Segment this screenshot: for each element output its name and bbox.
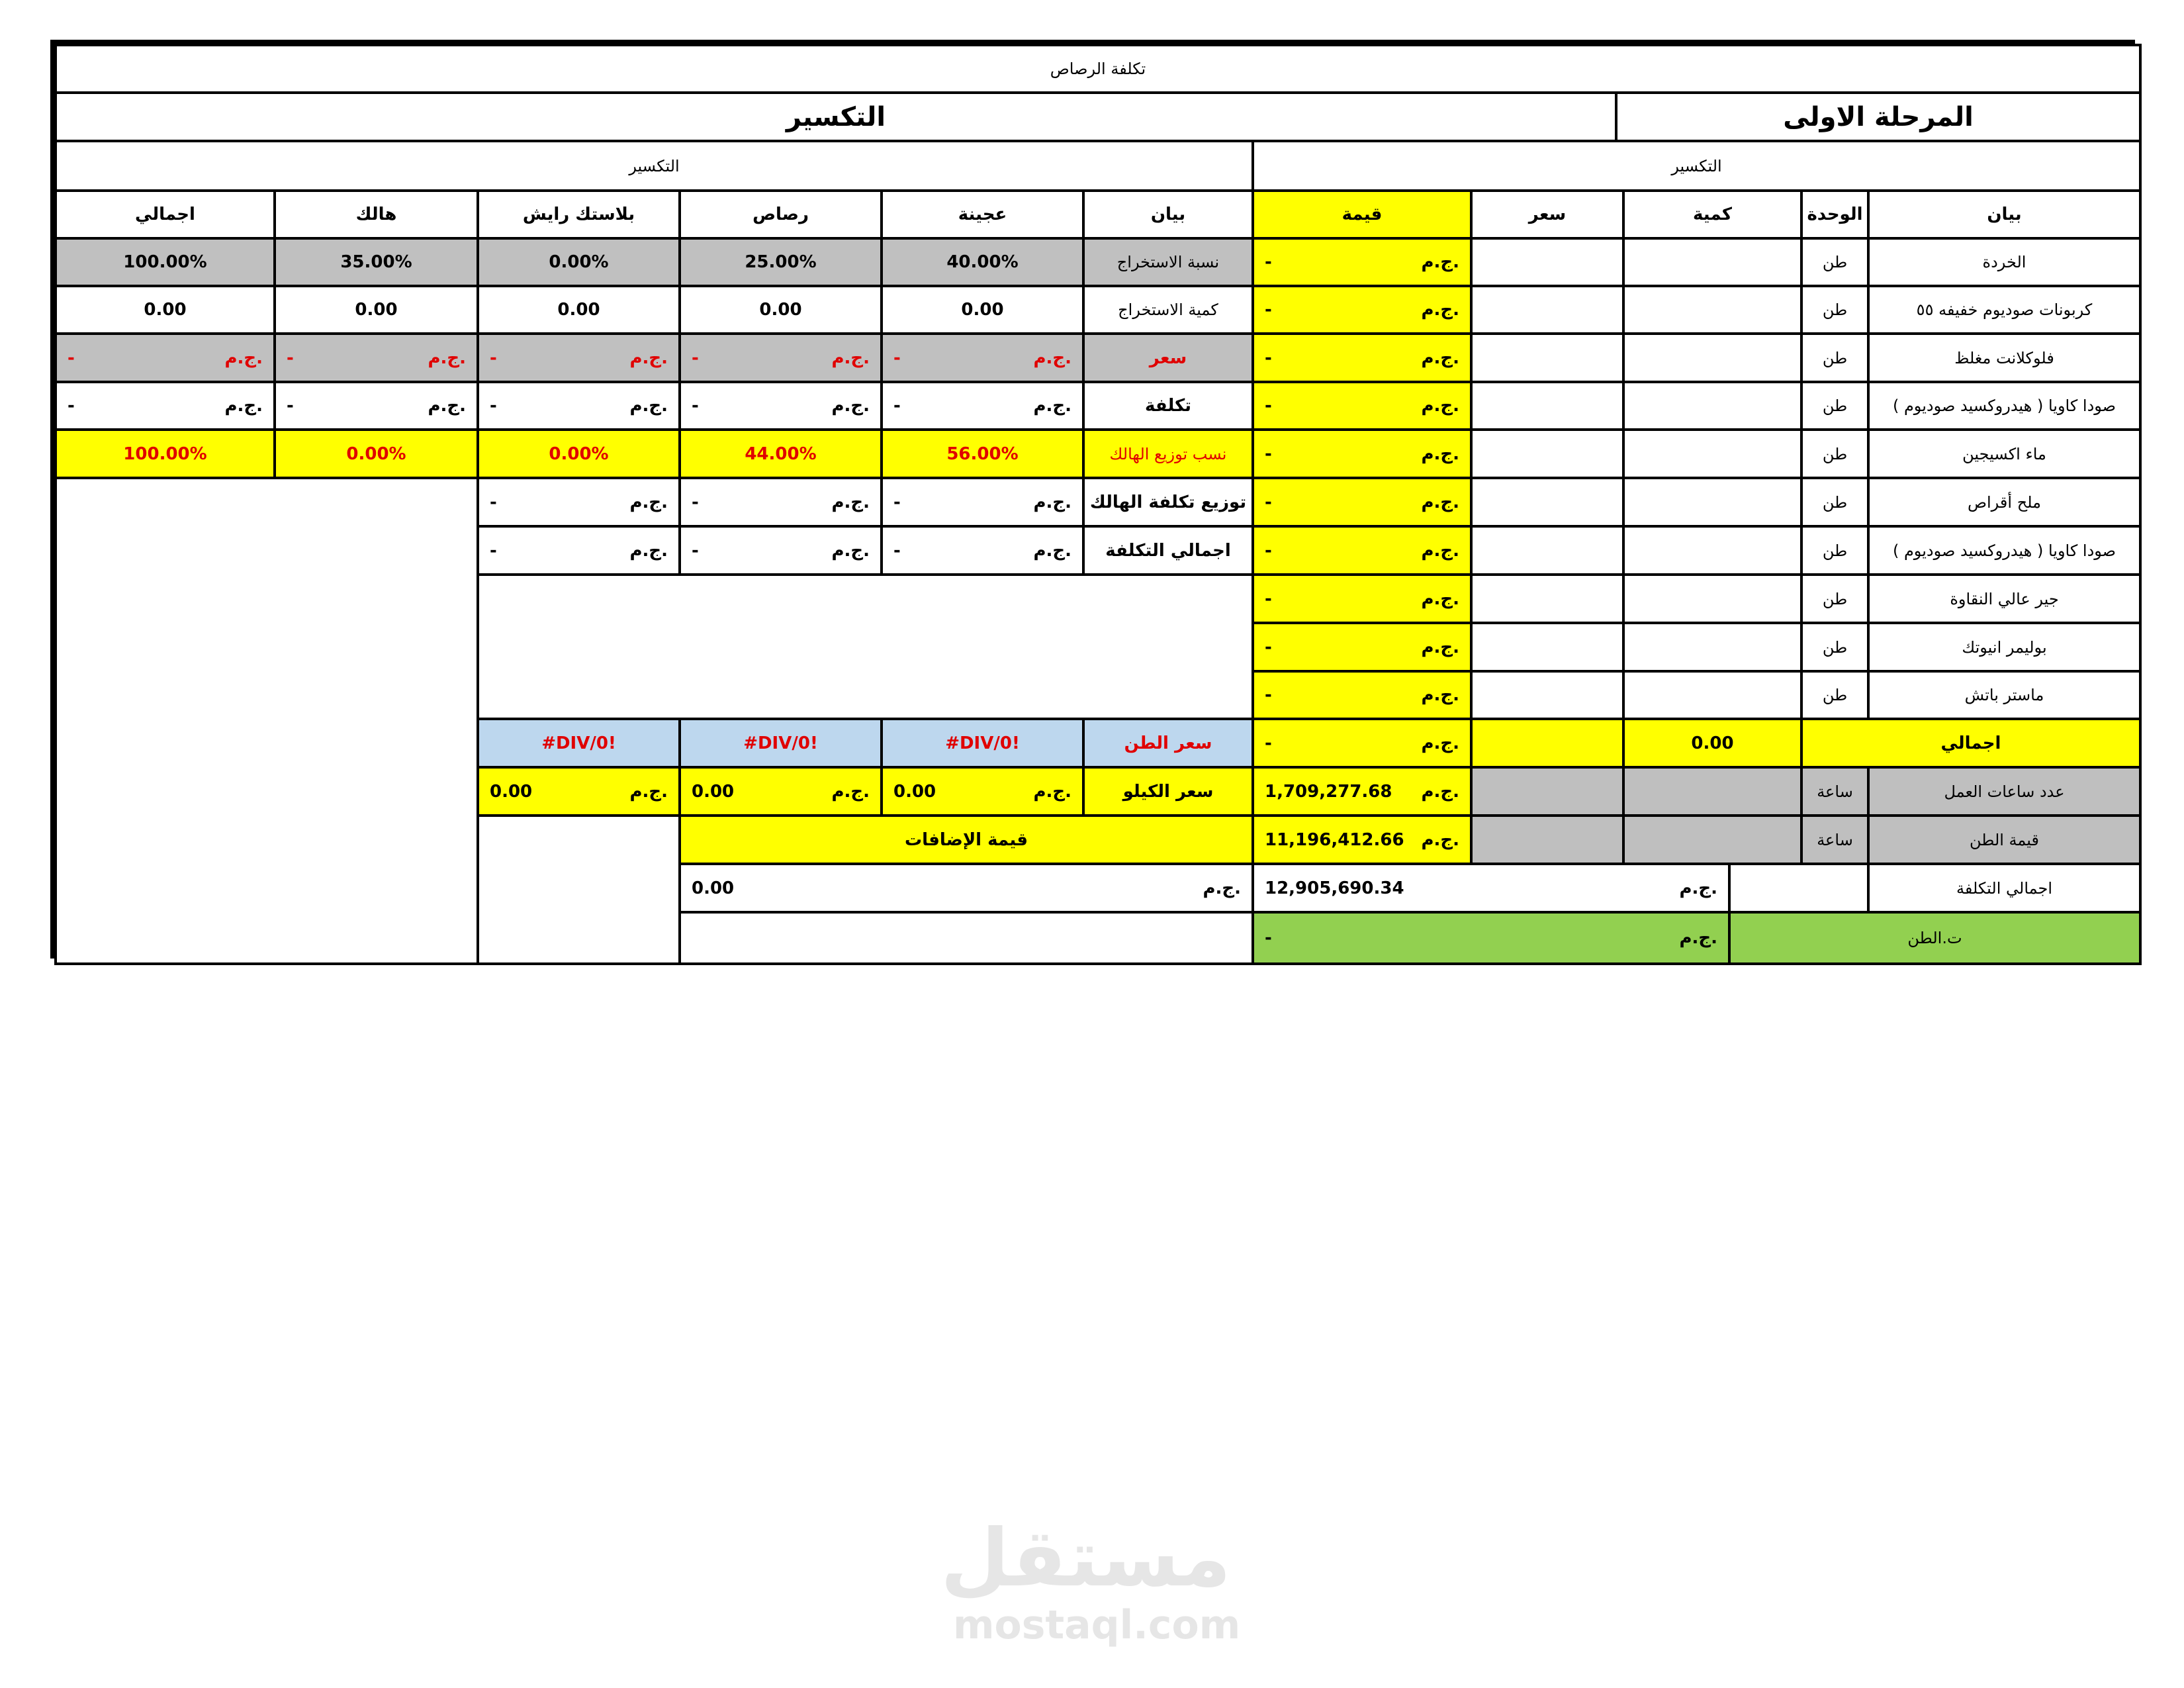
currency-label: ج.م.: [1203, 878, 1241, 898]
totals-qty[interactable]: 0.00: [1622, 718, 1803, 769]
cell-value: -: [1265, 300, 1272, 320]
material-name[interactable]: الخردة: [1867, 237, 2142, 287]
material-unit[interactable]: طن: [1800, 525, 1870, 576]
total-cost-row-value[interactable]: [678, 525, 883, 576]
header-unit[interactable]: الوحدة: [1800, 189, 1870, 240]
kilo-price-value[interactable]: [880, 766, 1085, 817]
price-row-value[interactable]: [880, 332, 1085, 383]
kilo-price-value[interactable]: [678, 766, 883, 817]
currency-label: ج.م.: [629, 540, 668, 561]
currency-label: ج.م.: [1421, 492, 1459, 512]
ton-cost-value[interactable]: [1251, 911, 1731, 965]
material-price[interactable]: [1470, 285, 1625, 335]
price-row-value[interactable]: [477, 332, 681, 383]
extraction_ratio-value[interactable]: 40.00%: [880, 237, 1085, 287]
currency-label: ج.م.: [1421, 396, 1459, 416]
ton-price-label[interactable]: سعر الطن: [1082, 718, 1254, 769]
cell-value: -: [490, 396, 497, 416]
cell-value: -: [1265, 492, 1272, 512]
material-value[interactable]: [1251, 237, 1473, 287]
kilo-price-label[interactable]: سعر الكيلو: [1082, 766, 1254, 817]
material-unit[interactable]: طن: [1800, 428, 1870, 479]
currency-label: ج.م.: [224, 396, 263, 416]
cell-value: 0.00: [490, 781, 533, 802]
header-desc[interactable]: بيان: [1867, 189, 2142, 240]
currency-label: ج.م.: [831, 348, 870, 368]
loss_dist_ratio-value[interactable]: 0.00%: [273, 428, 479, 479]
loss_dist_ratio-value[interactable]: 56.00%: [880, 428, 1085, 479]
cell-value: 12,905,690.34: [1265, 878, 1404, 898]
currency-label: ج.م.: [224, 348, 263, 368]
cell-value: -: [287, 396, 294, 416]
loss-cost-dist-value[interactable]: [477, 477, 681, 528]
header-price[interactable]: سعر: [1470, 189, 1625, 240]
extraction_qty-value[interactable]: 0.00: [477, 285, 681, 335]
material-name[interactable]: فلوكلانت مغلظ: [1867, 332, 2142, 383]
currency-label: ج.م.: [831, 492, 870, 512]
cost-row-value[interactable]: [54, 381, 276, 431]
totals-price[interactable]: [1470, 718, 1625, 769]
process-title[interactable]: التكسير: [54, 91, 1617, 142]
total-cost-value[interactable]: [1251, 863, 1731, 914]
ton-value-qty[interactable]: [1622, 814, 1803, 865]
cell-value: -: [68, 396, 75, 416]
totals-label[interactable]: اجمالي: [1800, 718, 2142, 769]
work-hours-value[interactable]: [1251, 766, 1473, 817]
price-row-value[interactable]: [54, 332, 276, 383]
material-price[interactable]: [1470, 477, 1625, 528]
material-unit[interactable]: طن: [1800, 285, 1870, 335]
ton-value-label[interactable]: قيمة الطن: [1867, 814, 2142, 865]
extraction_qty-value[interactable]: 0.00: [54, 285, 276, 335]
empty-block[interactable]: [477, 814, 681, 965]
material-qty[interactable]: [1622, 622, 1803, 673]
empty-block[interactable]: [678, 911, 1254, 965]
header-lead[interactable]: رصاص: [678, 189, 883, 240]
material-price[interactable]: [1470, 332, 1625, 383]
totals-value[interactable]: [1251, 718, 1473, 769]
extraction_qty-value[interactable]: 0.00: [273, 285, 479, 335]
currency-label: ج.م.: [1421, 781, 1459, 802]
price-row-value[interactable]: [678, 332, 883, 383]
material-value[interactable]: [1251, 622, 1473, 673]
cell-value: 11,196,412.66: [1265, 829, 1404, 850]
loss-cost-dist-value[interactable]: [678, 477, 883, 528]
material-unit[interactable]: طن: [1800, 237, 1870, 287]
currency-label: ج.م.: [428, 396, 466, 416]
cell-value: -: [893, 540, 901, 561]
header-value[interactable]: قيمة: [1251, 189, 1473, 240]
total-cost-row-value[interactable]: [880, 525, 1085, 576]
cell-value: -: [1265, 733, 1272, 753]
empty-block[interactable]: [54, 477, 479, 965]
cost-row-value[interactable]: [273, 381, 479, 431]
header-total[interactable]: اجمالي: [54, 189, 276, 240]
work-hours-unit[interactable]: ساعة: [1800, 766, 1870, 817]
ton-value-value[interactable]: [1251, 814, 1473, 865]
material-name[interactable]: ماء اكسيجين: [1867, 428, 2142, 479]
cell-value: 0.00: [692, 781, 735, 802]
cell-value: -: [490, 492, 497, 512]
currency-label: ج.م.: [1421, 588, 1459, 609]
material-name[interactable]: بوليمر انيوتك: [1867, 622, 2142, 673]
cell-value: -: [1265, 928, 1272, 948]
extraction_ratio-value[interactable]: 25.00%: [678, 237, 883, 287]
cell-value: -: [490, 540, 497, 561]
currency-label: ج.م.: [1421, 829, 1459, 850]
material-qty[interactable]: [1622, 237, 1803, 287]
cost-row-label[interactable]: تكلفة: [1082, 381, 1254, 431]
currency-label: ج.م.: [428, 348, 466, 368]
material-unit[interactable]: طن: [1800, 381, 1870, 431]
cell-value: -: [692, 492, 699, 512]
material-price[interactable]: [1470, 525, 1625, 576]
currency-label: ج.م.: [1421, 685, 1459, 705]
loss-cost-dist-value[interactable]: [880, 477, 1085, 528]
header-loss[interactable]: هالك: [273, 189, 479, 240]
currency-label: ج.م.: [831, 781, 870, 802]
currency-label: ج.م.: [1033, 348, 1071, 368]
material-unit[interactable]: طن: [1800, 670, 1870, 720]
currency-label: ج.م.: [1033, 781, 1071, 802]
currency-label: ج.م.: [1033, 396, 1071, 416]
material-name[interactable]: جير عالي النقاوة: [1867, 573, 2142, 624]
extraction_ratio-value[interactable]: 35.00%: [273, 237, 479, 287]
stage-title[interactable]: المرحلة الاولى: [1615, 91, 2142, 142]
currency-label: ج.م.: [1679, 878, 1717, 898]
total-cost-row-label[interactable]: اجمالي التكلفة: [1082, 525, 1254, 576]
total-cost-unit[interactable]: [1728, 863, 1870, 914]
ton-price-value[interactable]: #DIV/0!: [678, 718, 883, 769]
header-qty[interactable]: كمية: [1622, 189, 1803, 240]
ton-cost-label[interactable]: ت.الطن: [1728, 911, 2142, 965]
cell-value: -: [1265, 588, 1272, 609]
material-value[interactable]: [1251, 381, 1473, 431]
cell-value: -: [893, 396, 901, 416]
cell-value: -: [1265, 396, 1272, 416]
extraction_qty-label[interactable]: كمية الاستخراج: [1082, 285, 1254, 335]
work-hours-qty[interactable]: [1622, 766, 1803, 817]
material-price[interactable]: [1470, 573, 1625, 624]
header-desc[interactable]: بيان: [1082, 189, 1254, 240]
extraction_qty-value[interactable]: 0.00: [880, 285, 1085, 335]
cell-value: -: [1265, 540, 1272, 561]
material-value[interactable]: [1251, 285, 1473, 335]
cell-value: -: [692, 348, 699, 368]
material-value[interactable]: [1251, 525, 1473, 576]
cell-value: -: [1265, 348, 1272, 368]
right-section-title[interactable]: التكسير: [54, 140, 1254, 192]
cell-value: -: [1265, 252, 1272, 272]
cell-value: -: [1265, 444, 1272, 464]
currency-label: ج.م.: [831, 396, 870, 416]
material-qty[interactable]: [1622, 670, 1803, 720]
material-name[interactable]: صودا كاويا ( هيدروكسيد صوديوم ): [1867, 525, 2142, 576]
material-name[interactable]: صودا كاويا ( هيدروكسيد صوديوم ): [1867, 381, 2142, 431]
currency-label: ج.م.: [1421, 300, 1459, 320]
price-row-label[interactable]: سعر: [1082, 332, 1254, 383]
cell-value: -: [1265, 685, 1272, 705]
currency-label: ج.م.: [1033, 540, 1071, 561]
ton-value-unit[interactable]: ساعة: [1800, 814, 1870, 865]
total-cost-row-value[interactable]: [477, 525, 681, 576]
material-value[interactable]: [1251, 477, 1473, 528]
currency-label: ج.م.: [629, 492, 668, 512]
material-name[interactable]: ماستر باتش: [1867, 670, 2142, 720]
watermark-latin: mostaql.com: [953, 1602, 1241, 1648]
material-qty[interactable]: [1622, 381, 1803, 431]
ton-price-value[interactable]: #DIV/0!: [477, 718, 681, 769]
material-qty[interactable]: [1622, 285, 1803, 335]
watermark-arabic: مستقل: [940, 1513, 1231, 1605]
loss_dist_ratio-label[interactable]: نسب توزيع الهالك: [1082, 428, 1254, 479]
cell-value: -: [490, 348, 497, 368]
cost-row-value[interactable]: [477, 381, 681, 431]
material-name[interactable]: ملح أقراص: [1867, 477, 2142, 528]
currency-label: ج.م.: [1033, 492, 1071, 512]
price-row-value[interactable]: [273, 332, 479, 383]
material-name[interactable]: كربونات صوديوم خفيفه ٥٥: [1867, 285, 2142, 335]
material-value[interactable]: [1251, 332, 1473, 383]
extraction_qty-value[interactable]: 0.00: [678, 285, 883, 335]
material-unit[interactable]: طن: [1800, 477, 1870, 528]
header-plastic[interactable]: بلاستك رايش: [477, 189, 681, 240]
currency-label: ج.م.: [831, 540, 870, 561]
cost-row-value[interactable]: [678, 381, 883, 431]
material-qty[interactable]: [1622, 573, 1803, 624]
material-price[interactable]: [1470, 381, 1625, 431]
material-value[interactable]: [1251, 428, 1473, 479]
cell-value: -: [68, 348, 75, 368]
cell-value: 0.00: [893, 781, 936, 802]
loss-cost-dist-label[interactable]: توزيع تكلفة الهالك: [1082, 477, 1254, 528]
material-qty[interactable]: [1622, 428, 1803, 479]
loss_dist_ratio-value[interactable]: 100.00%: [54, 428, 276, 479]
cost-row-value[interactable]: [880, 381, 1085, 431]
additions-value[interactable]: [678, 863, 1254, 914]
cell-value: -: [1265, 637, 1272, 657]
material-price[interactable]: [1470, 622, 1625, 673]
ton-value-price[interactable]: [1470, 814, 1625, 865]
material-unit[interactable]: طن: [1800, 332, 1870, 383]
cost-sheet: [50, 40, 2135, 959]
currency-label: ج.م.: [629, 396, 668, 416]
material-price[interactable]: [1470, 428, 1625, 479]
material-qty[interactable]: [1622, 525, 1803, 576]
currency-label: ج.م.: [1679, 928, 1717, 948]
cell-value: -: [893, 348, 901, 368]
cell-value: -: [692, 540, 699, 561]
cell-value: 0.00: [692, 878, 735, 898]
work-hours-price[interactable]: [1470, 766, 1625, 817]
work-hours-label[interactable]: عدد ساعات العمل: [1867, 766, 2142, 817]
left-section-title[interactable]: التكسير: [1251, 140, 2142, 192]
material-value[interactable]: [1251, 670, 1473, 720]
currency-label: ج.م.: [629, 781, 668, 802]
currency-label: ج.م.: [1421, 348, 1459, 368]
loss_dist_ratio-value[interactable]: 44.00%: [678, 428, 883, 479]
cell-value: 1,709,277.68: [1265, 781, 1392, 802]
cell-value: -: [692, 396, 699, 416]
cell-value: -: [287, 348, 294, 368]
currency-label: ج.م.: [1421, 252, 1459, 272]
additions-label[interactable]: قيمة الإضافات: [678, 814, 1254, 865]
material-qty[interactable]: [1622, 332, 1803, 383]
header-paste[interactable]: عجينة: [880, 189, 1085, 240]
currency-label: ج.م.: [1421, 733, 1459, 753]
material-price[interactable]: [1470, 237, 1625, 287]
currency-label: ج.م.: [1421, 444, 1459, 464]
kilo-price-value[interactable]: [477, 766, 681, 817]
currency-label: ج.م.: [629, 348, 668, 368]
empty-block[interactable]: [477, 573, 1254, 720]
loss_dist_ratio-value[interactable]: 0.00%: [477, 428, 681, 479]
material-unit[interactable]: طن: [1800, 622, 1870, 673]
currency-label: ج.م.: [1421, 637, 1459, 657]
sheet-title[interactable]: تكلفة الرصاص: [54, 44, 2142, 94]
material-price[interactable]: [1470, 670, 1625, 720]
material-qty[interactable]: [1622, 477, 1803, 528]
currency-label: ج.م.: [1421, 540, 1459, 561]
total-cost-label[interactable]: اجمالي التكلفة: [1867, 863, 2142, 914]
extraction_ratio-value[interactable]: 100.00%: [54, 237, 276, 287]
extraction_ratio-value[interactable]: 0.00%: [477, 237, 681, 287]
material-value[interactable]: [1251, 573, 1473, 624]
extraction_ratio-label[interactable]: نسبة الاستخراج: [1082, 237, 1254, 287]
mostaql-watermark: [940, 1513, 1241, 1668]
cell-value: -: [893, 492, 901, 512]
ton-price-value[interactable]: #DIV/0!: [880, 718, 1085, 769]
material-unit[interactable]: طن: [1800, 573, 1870, 624]
